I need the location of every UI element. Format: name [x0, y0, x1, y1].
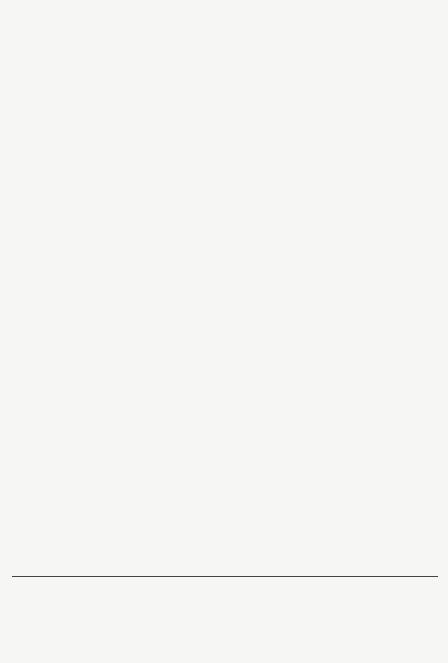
separator-line [12, 576, 438, 577]
footer [0, 639, 448, 663]
